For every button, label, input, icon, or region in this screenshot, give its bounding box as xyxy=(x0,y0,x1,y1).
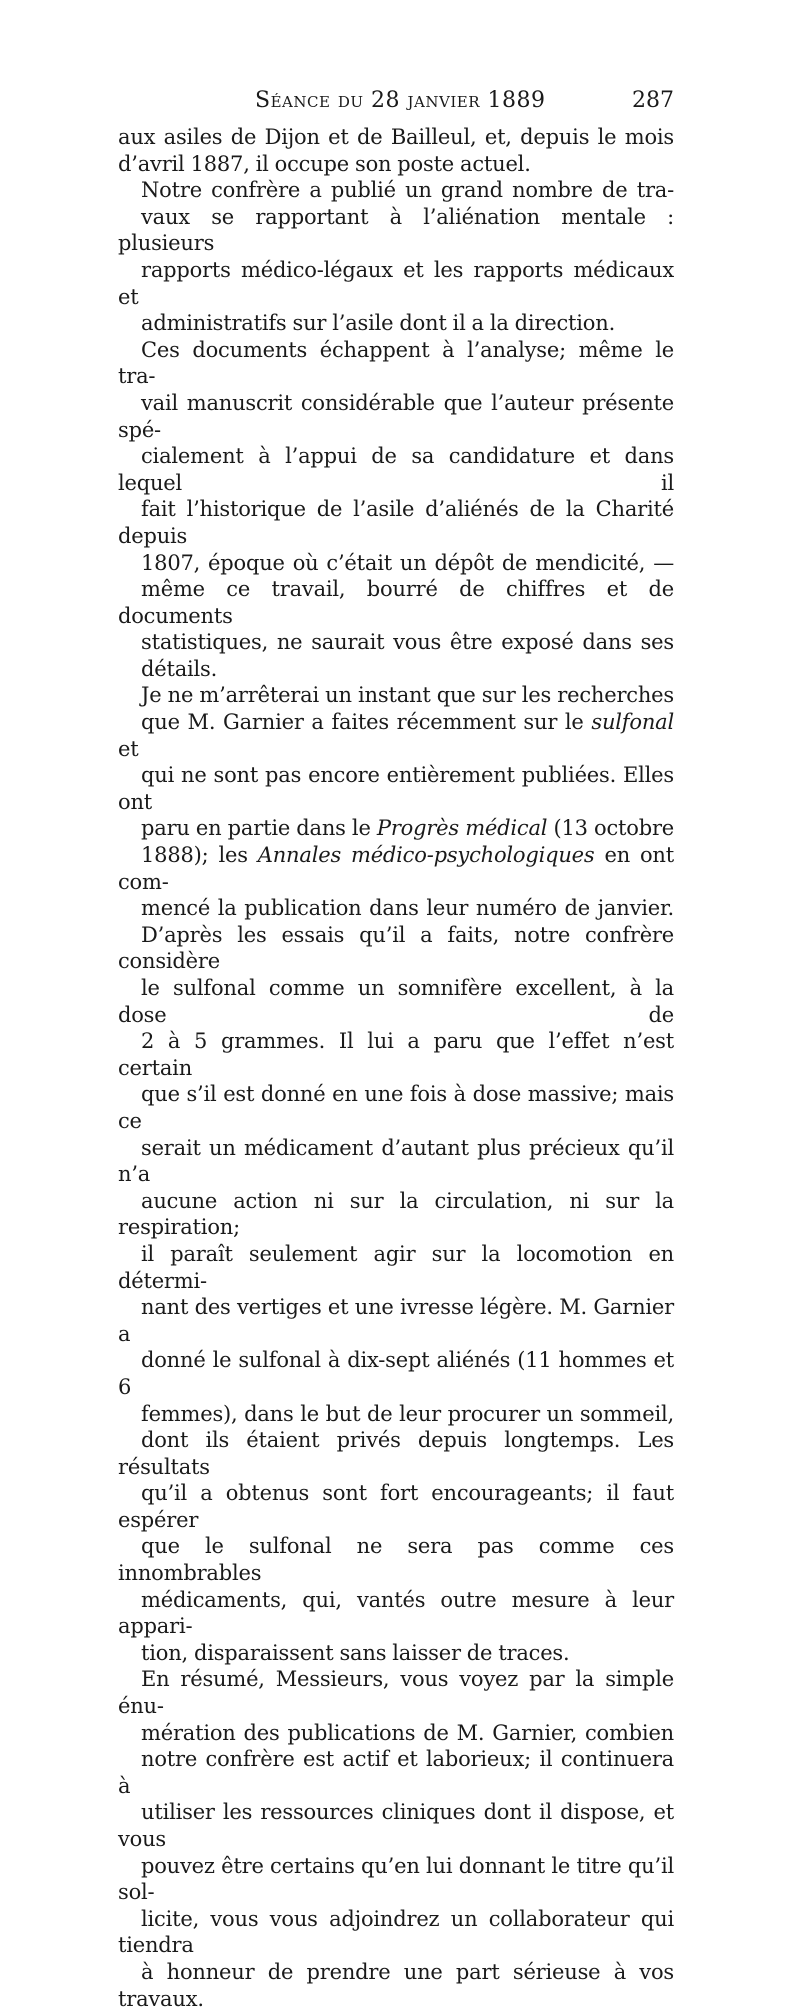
text-line: mération des publications de M. Garnier, combien xyxy=(141,1720,674,1745)
text-line: fait l’historique de l’asile d’aliénés de la Charité depuis xyxy=(118,497,674,548)
text-line: qu’il a obtenus sont fort encourageants; il faut espérer xyxy=(118,1481,674,1532)
text-line: statistiques, ne saurait vous être exposé dans ses xyxy=(141,630,674,655)
paragraph xyxy=(118,124,674,177)
text-line: tion, disparaissent sans laisser de traces. xyxy=(141,1640,570,1665)
text-line: notre confrère est actif et laborieux; il continuera à xyxy=(118,1747,674,1798)
paragraph xyxy=(118,177,674,337)
text-line: Ces documents échappent à l’analyse; même le tra- xyxy=(118,337,674,389)
text-line: détails. xyxy=(141,656,218,681)
text-line: mencé la publication dans leur numéro de janvier. xyxy=(141,896,674,921)
text-line: licite, vous vous adjoindrez un collaborateur qui tiendra xyxy=(118,1906,674,1958)
text-line: 1807, époque où c’était un dépôt de mendicité, — xyxy=(141,550,674,575)
paragraph xyxy=(118,337,674,683)
text-line: que M. Garnier a faites récemment sur le sulfonal et xyxy=(118,710,674,761)
text-line: En résumé, Messieurs, vous voyez par la simple énu- xyxy=(118,1667,674,1719)
text-line: médicaments, qui, vantés outre mesure à leur appari- xyxy=(118,1587,674,1639)
text-line: le sulfonal comme un somnifère excellent, à la dose de xyxy=(118,976,674,1027)
text-line: que le sulfonal ne sera pas comme ces innombrables xyxy=(118,1534,674,1586)
text-line: vail manuscrit considérable que l’auteur présente spé- xyxy=(118,390,674,442)
running-title: Séance du 28 janvier 1889 xyxy=(255,88,546,113)
text-line: aux asiles de Dijon et de Bailleul, et, depuis le mois xyxy=(118,125,674,149)
text-line: 2 à 5 grammes. Il lui a paru que l’effet n’est certain xyxy=(118,1029,674,1080)
text-line: femmes), dans le but de leur procurer un sommeil, xyxy=(141,1401,674,1426)
text-line: pouvez être certains qu’en lui donnant le titre qu’il sol- xyxy=(118,1853,674,1905)
text-line: administratifs sur l’asile dont il a la direction. xyxy=(141,311,616,336)
text-line: à honneur de prendre une part sérieuse à vos travaux. xyxy=(118,1959,674,2011)
text-line: Notre confrère a publié un grand nombre de tra- xyxy=(141,178,674,203)
text-line: aucune action ni sur la circulation, ni sur la respiration; xyxy=(118,1188,674,1240)
text-line: D’après les essais qu’il a faits, notre confrère considère xyxy=(118,922,674,974)
body-text xyxy=(118,124,674,2012)
text-line: il paraît seulement agir sur la locomotion en détermi- xyxy=(118,1241,674,1293)
paragraph xyxy=(118,682,674,1666)
text-line: 1888); les Annales médico-psychologiques en ont com- xyxy=(118,843,674,894)
text-line: qui ne sont pas encore entièrement publiées. Elles ont xyxy=(118,763,674,814)
text-line: vaux se rapportant à l’aliénation mentale : plusieurs xyxy=(118,204,674,256)
text-line: cialement à l’appui de sa candidature et dans lequel il xyxy=(118,444,674,495)
text-line: même ce travail, bourré de chiffres et de documents xyxy=(118,577,674,628)
text-line: nant des vertiges et une ivresse légère. M. Garnier a xyxy=(118,1295,674,1346)
text-line: que s’il est donné en une fois à dose massive; mais ce xyxy=(118,1082,674,1133)
text-line: dont ils étaient privés depuis longtemps. Les résultats xyxy=(118,1428,674,1479)
book-page xyxy=(118,88,674,2012)
paragraph xyxy=(118,1666,674,2012)
text-line: paru en partie dans le Progrès médical (13 octobre xyxy=(141,816,675,841)
running-head xyxy=(118,88,674,124)
text-line: utiliser les ressources cliniques dont il dispose, et vous xyxy=(118,1800,674,1851)
text-line: donné le sulfonal à dix-sept aliénés (11 hommes et 6 xyxy=(118,1348,674,1399)
text-line: Je ne m’arrêterai un instant que sur les recherches xyxy=(141,683,674,708)
text-line: rapports médico-légaux et les rapports médicaux et xyxy=(118,257,674,309)
page-number: 287 xyxy=(632,88,674,113)
text-line: serait un médicament d’autant plus précieux qu’il n’a xyxy=(118,1135,674,1187)
text-line: d’avril 1887, il occupe son poste actuel. xyxy=(118,151,531,176)
